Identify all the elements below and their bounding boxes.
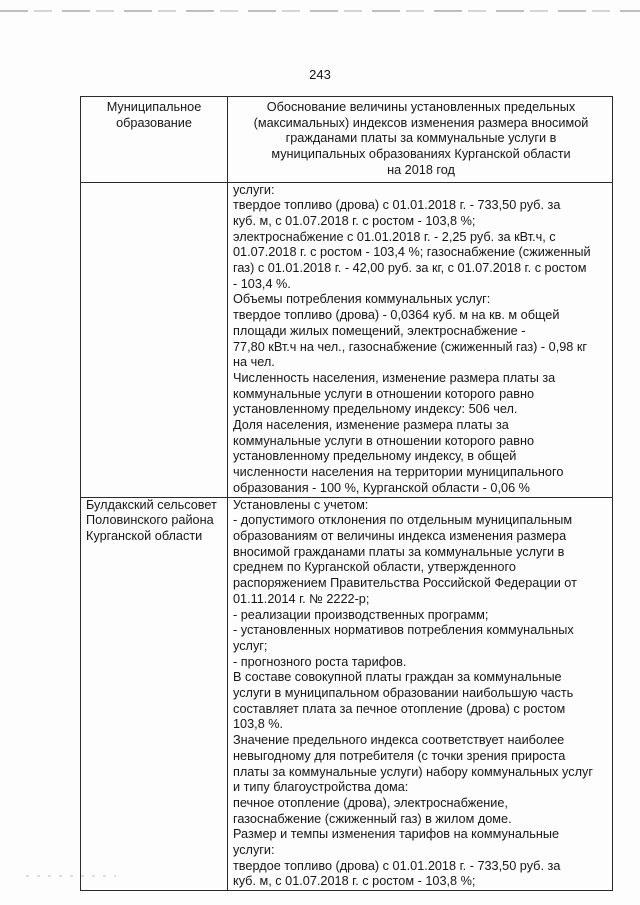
- page-number: 243: [309, 67, 331, 82]
- justification-line: площади жилых помещений, электроснабжение -: [233, 323, 526, 338]
- justification-line: 77,80 кВт.ч на чел., газоснабжение (сжиженный газ) - 0,98 кг: [233, 339, 588, 354]
- justification-line: твердое топливо (дрова) с 01.01.2018 г. - 733,50 руб. за: [233, 858, 561, 873]
- justification-line: коммунальные услуги в отношении которого равно: [233, 386, 535, 401]
- municipality-cell: [81, 497, 228, 891]
- justification-line: - установленных нормативов потребления коммунальных: [233, 623, 574, 638]
- justification-line: - реализации производственных программ;: [233, 607, 489, 622]
- table-header-row: [81, 97, 613, 183]
- header-justification-line: (максимальных) индексов изменения размера вносимой: [253, 115, 589, 130]
- header-municipality-line: Муниципальное: [106, 100, 202, 114]
- justification-line: невыгодному для потребителя (с точки зрения прироста: [233, 748, 566, 763]
- justification-cell: [228, 182, 613, 497]
- justification-line: составляет плата за печное отопление (дрова) с ростом: [233, 701, 566, 716]
- justification-line: Численность населения, изменение размера платы за: [233, 370, 556, 385]
- justification-line: газоснабжение (сжиженный газ) в жилом доме.: [233, 811, 512, 826]
- justification-line: платы за коммунальные услуги) набору коммунальных услуг: [233, 764, 593, 779]
- indices-table: [80, 96, 613, 891]
- justification-line: твердое топливо (дрова) с 01.01.2018 г. - 733,50 руб. за: [233, 198, 561, 213]
- justification-line: Значение предельного индекса соответствует наиболее: [233, 733, 565, 748]
- justification-line: Доля населения, изменение размера платы за: [233, 418, 509, 433]
- scan-edge-top: [0, 10, 640, 12]
- justification-line: - допустимого отклонения по отдельным муниципальным: [233, 513, 573, 528]
- justification-line: твердое топливо (дрова) - 0,0364 куб. м на кв. м общей: [233, 308, 560, 323]
- justification-line: услуги:: [233, 182, 275, 197]
- justification-line: - 103,4 %.: [233, 276, 291, 291]
- justification-line: установленному предельному индексу: 506 чел.: [233, 402, 518, 417]
- justification-line: газ) с 01.01.2018 г. - 42,00 руб. за кг, с 01.07.2018 г. с ростом: [233, 261, 587, 276]
- justification-line: 01.07.2018 г. с ростом - 103,4 %; газоснабжение (сжиженный: [233, 245, 591, 260]
- municipality-line: Половинского района: [86, 513, 214, 528]
- justification-line: услуги:: [233, 843, 275, 858]
- header-justification-line: муниципальных образованиях Курганской области: [271, 147, 571, 162]
- justification-line: численности населения на территории муниципального: [233, 465, 564, 480]
- justification-line: 01.11.2014 г. № 2222-р;: [233, 591, 370, 606]
- table-row: [81, 182, 613, 497]
- header-justification-cell: [228, 97, 613, 183]
- header-justification-line: на 2018 год: [387, 162, 455, 177]
- justification-line: распоряжением Правительства Российской Федерации от: [233, 576, 577, 591]
- justification-line: - прогнозного роста тарифов.: [233, 654, 407, 669]
- justification-line: электроснабжение с 01.01.2018 г. - 2,25 руб. за кВт.ч, с: [233, 229, 556, 244]
- municipality-line: Булдакский сельсовет: [86, 497, 217, 512]
- scan-marks-bottom: [26, 875, 116, 877]
- header-justification-line: Обоснование величины установленных предельных: [266, 100, 576, 114]
- justification-line: Объемы потребления коммунальных услуг:: [233, 292, 491, 307]
- justification-line: услуг;: [233, 638, 268, 653]
- justification-line: 103,8 %.: [233, 717, 284, 732]
- justification-line: образованиям от величины индекса изменения размера: [233, 528, 567, 543]
- justification-line: коммунальные услуги в отношении которого равно: [233, 433, 535, 448]
- header-justification-line: гражданами платы за коммунальные услуги в: [285, 131, 557, 146]
- header-municipality-line: образование: [116, 115, 192, 130]
- table-row: [81, 497, 613, 891]
- justification-cell: [228, 497, 613, 891]
- justification-line: образования - 100 %, Курганской области - 0,06 %: [233, 480, 530, 495]
- municipality-cell: [81, 182, 228, 497]
- justification-line: вносимой гражданами платы за коммунальные услуги в: [233, 544, 565, 559]
- justification-line: установленному предельному индексу, в общей: [233, 449, 517, 464]
- municipality-line: Курганской области: [86, 528, 203, 543]
- justification-line: услуги в муниципальном образовании наибольшую часть: [233, 686, 574, 701]
- header-municipality-cell: [81, 97, 228, 183]
- justification-line: В составе совокупной платы граждан за коммунальные: [233, 670, 562, 685]
- justification-line: куб. м, с 01.07.2018 г. с ростом - 103,8 %;: [233, 213, 476, 228]
- justification-line: среднем по Курганской области, утвержденного: [233, 560, 516, 575]
- justification-line: печное отопление (дрова), электроснабжение,: [233, 795, 508, 810]
- justification-line: куб. м, с 01.07.2018 г. с ростом - 103,8 %;: [233, 874, 476, 889]
- justification-line: и типу благоустройства дома:: [233, 780, 409, 795]
- justification-line: Установлены с учетом:: [233, 497, 369, 512]
- justification-line: Размер и темпы изменения тарифов на коммунальные: [233, 827, 560, 842]
- justification-line: на чел.: [233, 355, 275, 370]
